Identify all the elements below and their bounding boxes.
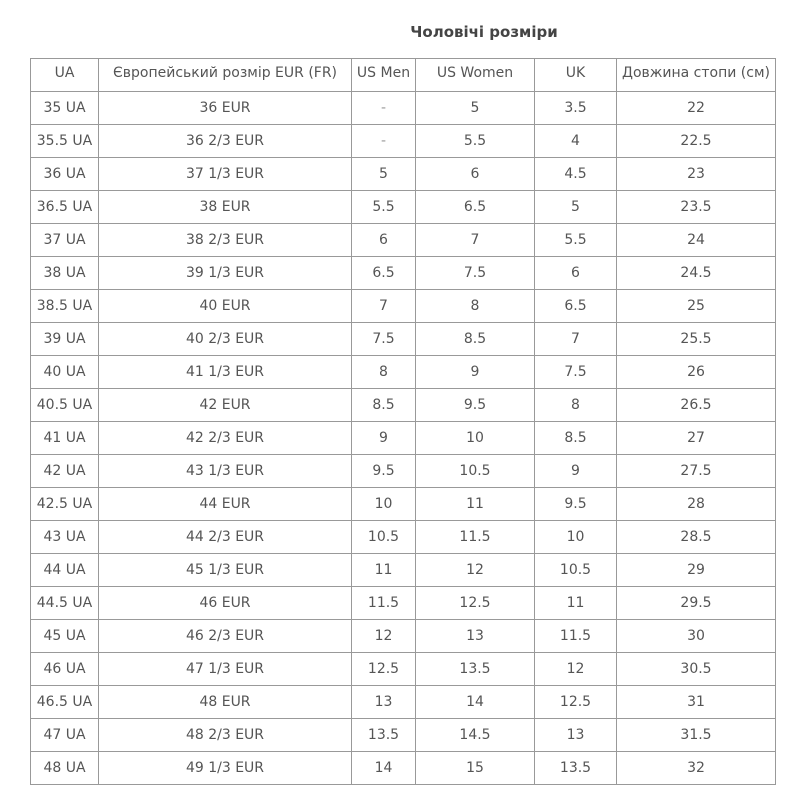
us-women-cell: 6 bbox=[416, 158, 535, 191]
us-men-cell: - bbox=[352, 125, 416, 158]
us-women-cell: 5 bbox=[416, 92, 535, 125]
table-row bbox=[31, 158, 776, 191]
us-men-cell: 10.5 bbox=[352, 521, 416, 554]
table-row bbox=[31, 653, 776, 686]
us-men-cell: 11.5 bbox=[352, 587, 416, 620]
eur-size-cell: 38 EUR bbox=[99, 191, 352, 224]
eur-size-cell: 45 1/3 EUR bbox=[99, 554, 352, 587]
ua-size-cell: 37 UA bbox=[31, 224, 99, 257]
us-men-cell: - bbox=[352, 92, 416, 125]
page-title: Чоловічі розміри bbox=[410, 23, 558, 41]
ua-size-cell: 38.5 UA bbox=[31, 290, 99, 323]
uk-size-cell: 11.5 bbox=[535, 620, 617, 653]
uk-size-cell: 6.5 bbox=[535, 290, 617, 323]
eur-size-cell: 41 1/3 EUR bbox=[99, 356, 352, 389]
table-row bbox=[31, 257, 776, 290]
ua-size-cell: 42 UA bbox=[31, 455, 99, 488]
table-row bbox=[31, 290, 776, 323]
table-row bbox=[31, 587, 776, 620]
ua-size-cell: 46.5 UA bbox=[31, 686, 99, 719]
eur-size-cell: 39 1/3 EUR bbox=[99, 257, 352, 290]
foot-length-cell: 26 bbox=[617, 356, 776, 389]
us-men-cell: 8 bbox=[352, 356, 416, 389]
foot-length-cell: 22 bbox=[617, 92, 776, 125]
us-women-cell: 14 bbox=[416, 686, 535, 719]
uk-size-cell: 10 bbox=[535, 521, 617, 554]
uk-size-cell: 9.5 bbox=[535, 488, 617, 521]
uk-size-cell: 5 bbox=[535, 191, 617, 224]
us-men-cell: 14 bbox=[352, 752, 416, 785]
table-row bbox=[31, 620, 776, 653]
foot-length-cell: 30.5 bbox=[617, 653, 776, 686]
us-men-cell: 12.5 bbox=[352, 653, 416, 686]
foot-length-cell: 28.5 bbox=[617, 521, 776, 554]
foot-length-cell: 27.5 bbox=[617, 455, 776, 488]
table-row bbox=[31, 224, 776, 257]
table-row bbox=[31, 92, 776, 125]
ua-size-cell: 35 UA bbox=[31, 92, 99, 125]
ua-size-cell: 48 UA bbox=[31, 752, 99, 785]
foot-length-cell: 22.5 bbox=[617, 125, 776, 158]
uk-size-cell: 13.5 bbox=[535, 752, 617, 785]
uk-size-cell: 12 bbox=[535, 653, 617, 686]
us-women-cell: 7.5 bbox=[416, 257, 535, 290]
uk-size-cell: 11 bbox=[535, 587, 617, 620]
us-women-cell: 12.5 bbox=[416, 587, 535, 620]
table-row bbox=[31, 389, 776, 422]
us-women-cell: 8.5 bbox=[416, 323, 535, 356]
ua-size-cell: 36 UA bbox=[31, 158, 99, 191]
foot-length-cell: 23.5 bbox=[617, 191, 776, 224]
eur-size-cell: 36 2/3 EUR bbox=[99, 125, 352, 158]
size-table-body bbox=[31, 92, 776, 785]
us-women-cell: 14.5 bbox=[416, 719, 535, 752]
foot-length-cell: 30 bbox=[617, 620, 776, 653]
table-row bbox=[31, 719, 776, 752]
size-chart-table bbox=[30, 58, 776, 785]
column-header-us-women: US Women bbox=[416, 59, 535, 92]
eur-size-cell: 42 2/3 EUR bbox=[99, 422, 352, 455]
uk-size-cell: 7 bbox=[535, 323, 617, 356]
us-women-cell: 12 bbox=[416, 554, 535, 587]
column-header-foot-length: Довжина стопи (см) bbox=[617, 59, 776, 92]
foot-length-cell: 25.5 bbox=[617, 323, 776, 356]
us-women-cell: 15 bbox=[416, 752, 535, 785]
uk-size-cell: 9 bbox=[535, 455, 617, 488]
column-header-uk: UK bbox=[535, 59, 617, 92]
foot-length-cell: 24.5 bbox=[617, 257, 776, 290]
ua-size-cell: 41 UA bbox=[31, 422, 99, 455]
us-men-cell: 9 bbox=[352, 422, 416, 455]
eur-size-cell: 47 1/3 EUR bbox=[99, 653, 352, 686]
us-men-cell: 9.5 bbox=[352, 455, 416, 488]
eur-size-cell: 48 EUR bbox=[99, 686, 352, 719]
eur-size-cell: 40 EUR bbox=[99, 290, 352, 323]
foot-length-cell: 31.5 bbox=[617, 719, 776, 752]
ua-size-cell: 44.5 UA bbox=[31, 587, 99, 620]
us-men-cell: 6 bbox=[352, 224, 416, 257]
uk-size-cell: 5.5 bbox=[535, 224, 617, 257]
table-row bbox=[31, 521, 776, 554]
table-header-row bbox=[31, 59, 776, 92]
ua-size-cell: 43 UA bbox=[31, 521, 99, 554]
table-row bbox=[31, 191, 776, 224]
us-men-cell: 13.5 bbox=[352, 719, 416, 752]
us-men-cell: 7 bbox=[352, 290, 416, 323]
foot-length-cell: 23 bbox=[617, 158, 776, 191]
table-row bbox=[31, 125, 776, 158]
us-men-cell: 6.5 bbox=[352, 257, 416, 290]
uk-size-cell: 8 bbox=[535, 389, 617, 422]
eur-size-cell: 46 2/3 EUR bbox=[99, 620, 352, 653]
ua-size-cell: 38 UA bbox=[31, 257, 99, 290]
foot-length-cell: 28 bbox=[617, 488, 776, 521]
eur-size-cell: 37 1/3 EUR bbox=[99, 158, 352, 191]
uk-size-cell: 6 bbox=[535, 257, 617, 290]
column-header-ua: UA bbox=[31, 59, 99, 92]
table-row bbox=[31, 686, 776, 719]
us-women-cell: 13.5 bbox=[416, 653, 535, 686]
eur-size-cell: 46 EUR bbox=[99, 587, 352, 620]
eur-size-cell: 42 EUR bbox=[99, 389, 352, 422]
uk-size-cell: 8.5 bbox=[535, 422, 617, 455]
ua-size-cell: 45 UA bbox=[31, 620, 99, 653]
us-women-cell: 11.5 bbox=[416, 521, 535, 554]
table-row bbox=[31, 356, 776, 389]
uk-size-cell: 4.5 bbox=[535, 158, 617, 191]
table-row bbox=[31, 455, 776, 488]
column-header-eur: Європейський розмір EUR (FR) bbox=[99, 59, 352, 92]
us-women-cell: 5.5 bbox=[416, 125, 535, 158]
uk-size-cell: 3.5 bbox=[535, 92, 617, 125]
uk-size-cell: 4 bbox=[535, 125, 617, 158]
column-header-us-men: US Men bbox=[352, 59, 416, 92]
ua-size-cell: 44 UA bbox=[31, 554, 99, 587]
uk-size-cell: 7.5 bbox=[535, 356, 617, 389]
table-row bbox=[31, 554, 776, 587]
eur-size-cell: 43 1/3 EUR bbox=[99, 455, 352, 488]
ua-size-cell: 40 UA bbox=[31, 356, 99, 389]
eur-size-cell: 48 2/3 EUR bbox=[99, 719, 352, 752]
table-row bbox=[31, 488, 776, 521]
us-men-cell: 12 bbox=[352, 620, 416, 653]
us-women-cell: 8 bbox=[416, 290, 535, 323]
us-men-cell: 5 bbox=[352, 158, 416, 191]
eur-size-cell: 38 2/3 EUR bbox=[99, 224, 352, 257]
us-women-cell: 11 bbox=[416, 488, 535, 521]
us-men-cell: 5.5 bbox=[352, 191, 416, 224]
us-men-cell: 11 bbox=[352, 554, 416, 587]
eur-size-cell: 36 EUR bbox=[99, 92, 352, 125]
ua-size-cell: 46 UA bbox=[31, 653, 99, 686]
table-row bbox=[31, 323, 776, 356]
us-men-cell: 10 bbox=[352, 488, 416, 521]
eur-size-cell: 44 2/3 EUR bbox=[99, 521, 352, 554]
us-women-cell: 13 bbox=[416, 620, 535, 653]
foot-length-cell: 32 bbox=[617, 752, 776, 785]
eur-size-cell: 49 1/3 EUR bbox=[99, 752, 352, 785]
foot-length-cell: 27 bbox=[617, 422, 776, 455]
us-women-cell: 7 bbox=[416, 224, 535, 257]
ua-size-cell: 42.5 UA bbox=[31, 488, 99, 521]
us-women-cell: 10 bbox=[416, 422, 535, 455]
foot-length-cell: 26.5 bbox=[617, 389, 776, 422]
uk-size-cell: 13 bbox=[535, 719, 617, 752]
ua-size-cell: 35.5 UA bbox=[31, 125, 99, 158]
eur-size-cell: 40 2/3 EUR bbox=[99, 323, 352, 356]
us-men-cell: 8.5 bbox=[352, 389, 416, 422]
eur-size-cell: 44 EUR bbox=[99, 488, 352, 521]
uk-size-cell: 12.5 bbox=[535, 686, 617, 719]
ua-size-cell: 36.5 UA bbox=[31, 191, 99, 224]
table-row bbox=[31, 752, 776, 785]
table-row bbox=[31, 422, 776, 455]
foot-length-cell: 25 bbox=[617, 290, 776, 323]
us-women-cell: 6.5 bbox=[416, 191, 535, 224]
foot-length-cell: 29.5 bbox=[617, 587, 776, 620]
ua-size-cell: 40.5 UA bbox=[31, 389, 99, 422]
ua-size-cell: 39 UA bbox=[31, 323, 99, 356]
us-women-cell: 10.5 bbox=[416, 455, 535, 488]
uk-size-cell: 10.5 bbox=[535, 554, 617, 587]
foot-length-cell: 29 bbox=[617, 554, 776, 587]
us-women-cell: 9.5 bbox=[416, 389, 535, 422]
us-men-cell: 7.5 bbox=[352, 323, 416, 356]
ua-size-cell: 47 UA bbox=[31, 719, 99, 752]
foot-length-cell: 31 bbox=[617, 686, 776, 719]
us-men-cell: 13 bbox=[352, 686, 416, 719]
us-women-cell: 9 bbox=[416, 356, 535, 389]
foot-length-cell: 24 bbox=[617, 224, 776, 257]
